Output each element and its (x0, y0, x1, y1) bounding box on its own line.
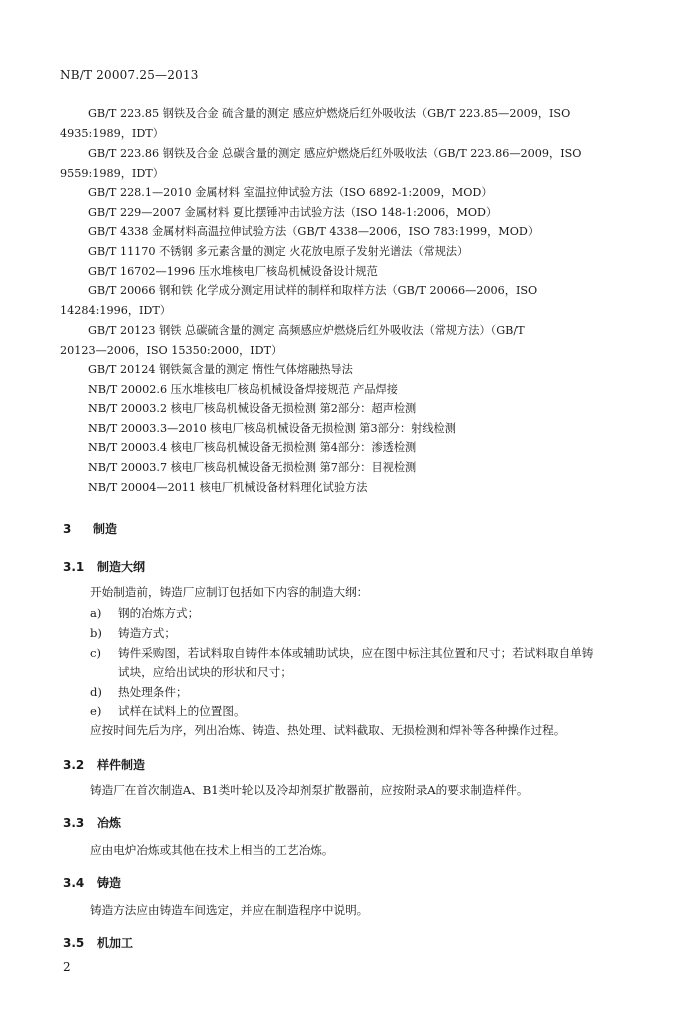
list-item-continuation: 试块，应给出试块的形状和尺寸； (118, 665, 292, 679)
page-number: 2 (63, 960, 71, 974)
paragraph: 开始制造前，铸造厂应制订包括如下内容的制造大纲： (90, 585, 369, 599)
reference-item: NB/T 20004—2011 核电厂机械设备材料理化试验方法 (88, 481, 368, 494)
reference-item: NB/T 20002.6 压水堆核电厂核岛机械设备焊接规范 产品焊接 (88, 383, 398, 396)
paragraph: 铸造方法应由铸造车间选定，并应在制造程序中说明。 (90, 903, 369, 917)
section-heading-3: 3 制造 (63, 522, 118, 536)
reference-item: GB/T 16702—1996 压水堆核电厂核岛机械设备设计规范 (88, 265, 378, 278)
section-heading-3-1: 3.1 制造大纲 (63, 560, 146, 574)
reference-item: GB/T 223.85 钢铁及合金 硫含量的测定 感应炉燃烧后红外吸收法（GB/T 223.85—2009，ISO 4935:1989，IDT） (60, 107, 571, 140)
list-item: c) 铸件采购图，若试料取自铸件本体或辅助试块，应在图中标注其位置和尺寸；若试料取自单铸 (90, 646, 594, 660)
section-heading-3-2: 3.2 样件制造 (63, 758, 146, 772)
section-heading-3-3: 3.3 冶炼 (63, 816, 122, 830)
paragraph: 应按时间先后为序，列出冶炼、铸造、热处理、试料截取、无损检测和焊补等各种操作过程。 (90, 723, 566, 737)
reference-item: GB/T 228.1—2010 金属材料 室温拉伸试验方法（ISO 6892-1:2009，MOD） (88, 186, 493, 199)
reference-item: NB/T 20003.4 核电厂核岛机械设备无损检测 第4部分：渗透检测 (88, 441, 417, 454)
reference-item: GB/T 20124 钢铁氮含量的测定 惰性气体熔融热导法 (88, 363, 353, 376)
reference-item: GB/T 20123 钢铁 总碳硫含量的测定 高频感应炉燃烧后红外吸收法（常规方法）（GB/T 20123—2006，ISO 15350:2000，IDT） (60, 324, 525, 357)
reference-item: NB/T 20003.2 核电厂核岛机械设备无损检测 第2部分：超声检测 (88, 402, 417, 415)
section-heading-3-4: 3.4 铸造 (63, 876, 122, 890)
reference-item: GB/T 4338 金属材料高温拉伸试验方法（GB/T 4338—2006，ISO 783:1999，MOD） (88, 225, 540, 238)
list-item: d) 热处理条件； (90, 685, 188, 699)
list-item: a) 钢的冶炼方式； (90, 606, 200, 620)
reference-item: GB/T 229—2007 金属材料 夏比摆锤冲击试验方法（ISO 148-1:2006，MOD） (88, 206, 498, 219)
paragraph: 应由电炉冶炼或其他在技术上相当的工艺冶炼。 (90, 843, 334, 857)
list-item: e) 试样在试料上的位置图。 (90, 704, 246, 718)
list-item: b) 铸造方式； (90, 626, 176, 640)
reference-item: GB/T 223.86 钢铁及合金 总碳含量的测定 感应炉燃烧后红外吸收法（GB/T 223.86—2009，ISO 9559:1989，IDT） (60, 147, 582, 180)
reference-item: NB/T 20003.7 核电厂核岛机械设备无损检测 第7部分：目视检测 (88, 461, 417, 474)
reference-item: NB/T 20003.3—2010 核电厂核岛机械设备无损检测 第3部分：射线检测 (88, 422, 456, 435)
standard-header: NB/T 20007.25—2013 (60, 68, 199, 82)
reference-item: GB/T 11170 不锈钢 多元素含量的测定 火花放电原子发射光谱法（常规法） (88, 245, 469, 258)
reference-item: GB/T 20066 钢和铁 化学成分测定用试样的制样和取样方法（GB/T 20066—2006，ISO 14284:1996，IDT） (60, 284, 538, 317)
paragraph: 铸造厂在首次制造A、B1类叶轮以及冷却剂泵扩散器前，应按附录A的要求制造样件。 (90, 783, 529, 797)
section-heading-3-5: 3.5 机加工 (63, 936, 134, 950)
